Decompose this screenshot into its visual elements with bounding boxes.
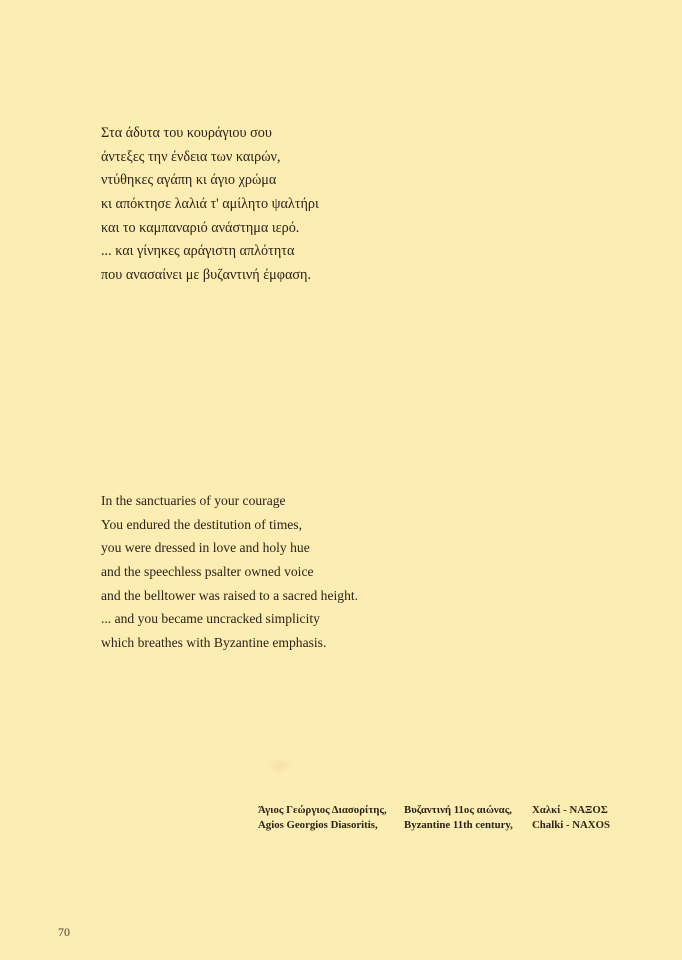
poem-line: you were dressed in love and holy hue — [101, 540, 310, 556]
caption-name: Άγιος Γεώργιος Διασορίτης, — [258, 804, 387, 816]
caption-name: Agios Georgios Diasoritis, — [258, 818, 378, 831]
poem-line: ... and you became uncracked simplicity — [101, 611, 320, 627]
poem-line: ... και γίνηκες αράγιστη απλότητα — [101, 243, 295, 260]
poem-line: κι απόκτησε λαλιά τ' αμίλητο ψαλτήρι — [101, 196, 319, 213]
poem-line: ντύθηκες αγάπη κι άγιο χρώμα — [101, 172, 277, 189]
caption-greek — [258, 803, 610, 818]
poem-line: Στα άδυτα του κουράγιου σου — [101, 125, 272, 141]
caption-place: Chalki - NAXOS — [532, 818, 610, 831]
poem-line: In the sanctuaries of your courage — [101, 493, 286, 508]
poem-line: and the belltower was raised to a sacred height. — [101, 587, 359, 603]
poem-line: and the speechless psalter owned voice — [101, 564, 314, 580]
poem-line: άντεξες την ένδεια των καιρών, — [101, 148, 281, 165]
photo-caption — [258, 803, 610, 832]
english-poem — [101, 489, 358, 655]
page-number: 70 — [58, 925, 70, 939]
poem-line: You endured the destitution of times, — [101, 516, 302, 532]
poem-line: που ανασαίνει με βυζαντινή έμφαση. — [101, 267, 312, 284]
caption-place: Χαλκί - ΝΑΞΟΣ — [532, 804, 608, 816]
caption-era: Byzantine 11th century, — [404, 818, 513, 831]
paper-smudge — [268, 758, 292, 774]
caption-era: Βυζαντινή 11ος αιώνας, — [404, 804, 512, 816]
poem-line: και το καμπαναριό ανάστημα ιερό. — [101, 219, 300, 236]
greek-poem — [101, 122, 319, 288]
poem-line: which breathes with Byzantine emphasis. — [101, 635, 327, 651]
caption-english — [258, 818, 610, 833]
